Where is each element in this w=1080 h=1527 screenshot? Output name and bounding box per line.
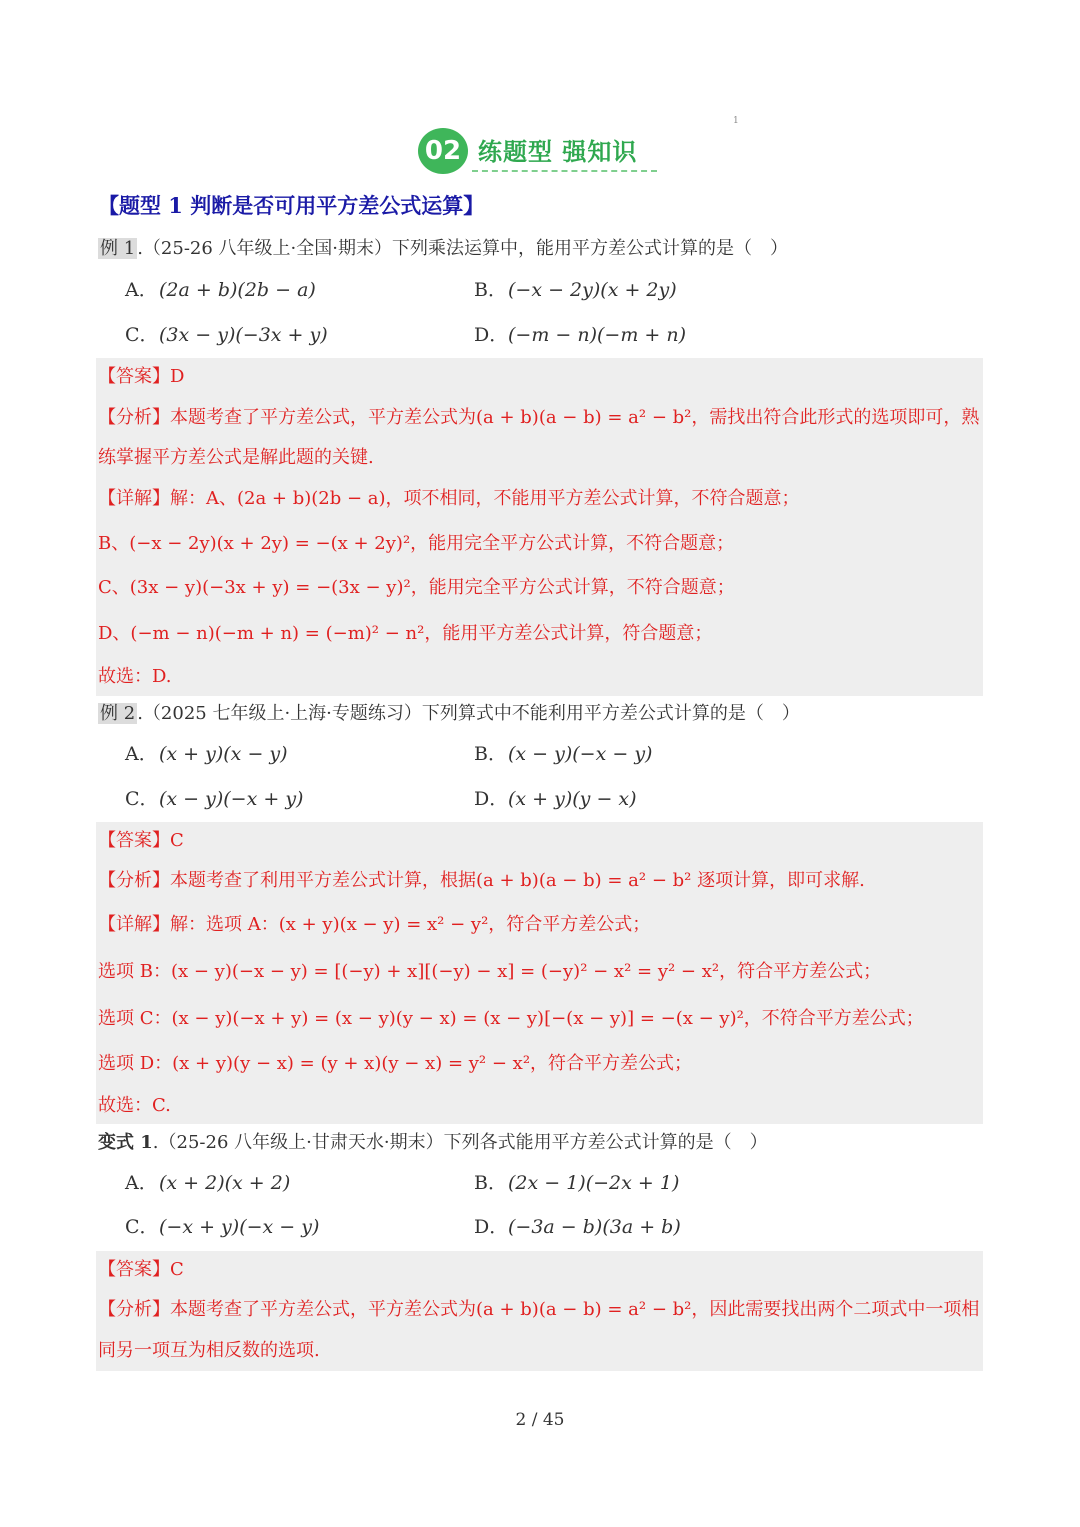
example-2-option-d: D．(x + y)(y − x) [474,788,637,810]
example-2-detail-a: 【详解】解：选项 A：(x + y)(x − y) = x² − y²，符合平方差公式； [98,914,651,935]
example-2-answer: 【答案】C [98,830,184,851]
example-1-question [98,234,788,260]
variation-1-label: 变式 1 [98,1132,153,1153]
example-1-choice: 故选：D. [98,666,172,687]
example-1-answer: 【答案】D [98,366,185,387]
example-2-text: .（2025 七年级上·上海·专题练习）下列算式中不能利用平方差公式计算的是（ ） [137,703,800,724]
example-2-choice: 故选：C. [98,1095,171,1116]
example-1-detail-a: 【详解】解：A、(2a + b)(2b − a)，项不相同，不能用平方差公式计算，不符合题意； [98,488,800,509]
example-1-analysis-line-2: 练掌握平方差公式是解此题的关键. [98,447,374,468]
banner-badge: 02 [418,128,468,174]
example-1-option-d: D．(−m − n)(−m + n) [474,324,686,346]
example-2-label: 例 2 [100,703,136,724]
section-title: 【题型 1 判断是否可用平方差公式运算】 [98,193,485,218]
example-2-detail-b: 选项 B：(x − y)(−x − y) = [(−y) + x][(−y) − x] = (−y)² − x² = y² − x²，符合平方差公式； [98,961,882,982]
variation-1-question [98,1128,768,1154]
example-2-detail-d: 选项 D：(x + y)(y − x) = (y + x)(y − x) = y² − x²，符合平方差公式； [98,1053,693,1074]
page-mark: 1 [733,116,739,126]
section-banner [418,126,658,178]
example-2-question [98,699,800,725]
variation-1-analysis-line-1: 【分析】本题考查了平方差公式，平方差公式为(a + b)(a − b) = a² − b²，因此需要找出两个二项式中一项相 [98,1299,980,1320]
variation-1-text: .（25-26 八年级上·甘肃天水·期末）下列各式能用平方差公式计算的是（ ） [152,1132,768,1153]
variation-1-option-a: A．(x + 2)(x + 2) [125,1172,291,1194]
example-1-analysis-line-1: 【分析】本题考查了平方差公式，平方差公式为(a + b)(a − b) = a² − b²，需找出符合此形式的选项即可，熟 [98,407,980,428]
banner-underline [472,170,657,172]
banner-title: 练题型 强知识 [478,138,638,166]
example-1-detail-d: D、(−m − n)(−m + n) = (−m)² − n²，能用平方差公式计算，符合题意； [98,623,713,644]
example-1-text: .（25-26 八年级上·全国·期末）下列乘法运算中，能用平方差公式计算的是（ ） [137,238,788,259]
example-1-option-b: B．(−x − 2y)(x + 2y) [474,279,677,301]
example-1-option-a: A．(2a + b)(2b − a) [125,279,316,301]
example-1-detail-b: B、(−x − 2y)(x + 2y) = −(x + 2y)²，能用完全平方公式计算，不符合题意； [98,533,735,554]
page-number: 2 / 45 [515,1410,565,1430]
variation-1-answer: 【答案】C [98,1259,184,1280]
example-2-detail-c: 选项 C：(x − y)(−x + y) = (x − y)(y − x) = (x − y)[−(x − y)] = −(x − y)²，不符合平方差公式； [98,1008,924,1029]
example-2-analysis: 【分析】本题考查了利用平方差公式计算，根据(a + b)(a − b) = a² − b² 逐项计算，即可求解. [98,870,865,891]
example-2-option-a: A．(x + y)(x − y) [125,743,288,765]
variation-1-option-d: D．(−3a − b)(3a + b) [474,1216,681,1238]
example-1-detail-c: C、(3x − y)(−3x + y) = −(3x − y)²，能用完全平方公式计算，不符合题意； [98,577,735,598]
variation-1-option-b: B．(2x − 1)(−2x + 1) [474,1172,680,1194]
example-1-label: 例 1 [100,238,136,259]
example-2-option-c: C．(x − y)(−x + y) [125,788,304,810]
example-2-option-b: B．(x − y)(−x − y) [474,743,653,765]
example-1-option-c: C．(3x − y)(−3x + y) [125,324,328,346]
variation-1-analysis-line-2: 同另一项互为相反数的选项. [98,1340,320,1361]
variation-1-option-c: C．(−x + y)(−x − y) [125,1216,320,1238]
